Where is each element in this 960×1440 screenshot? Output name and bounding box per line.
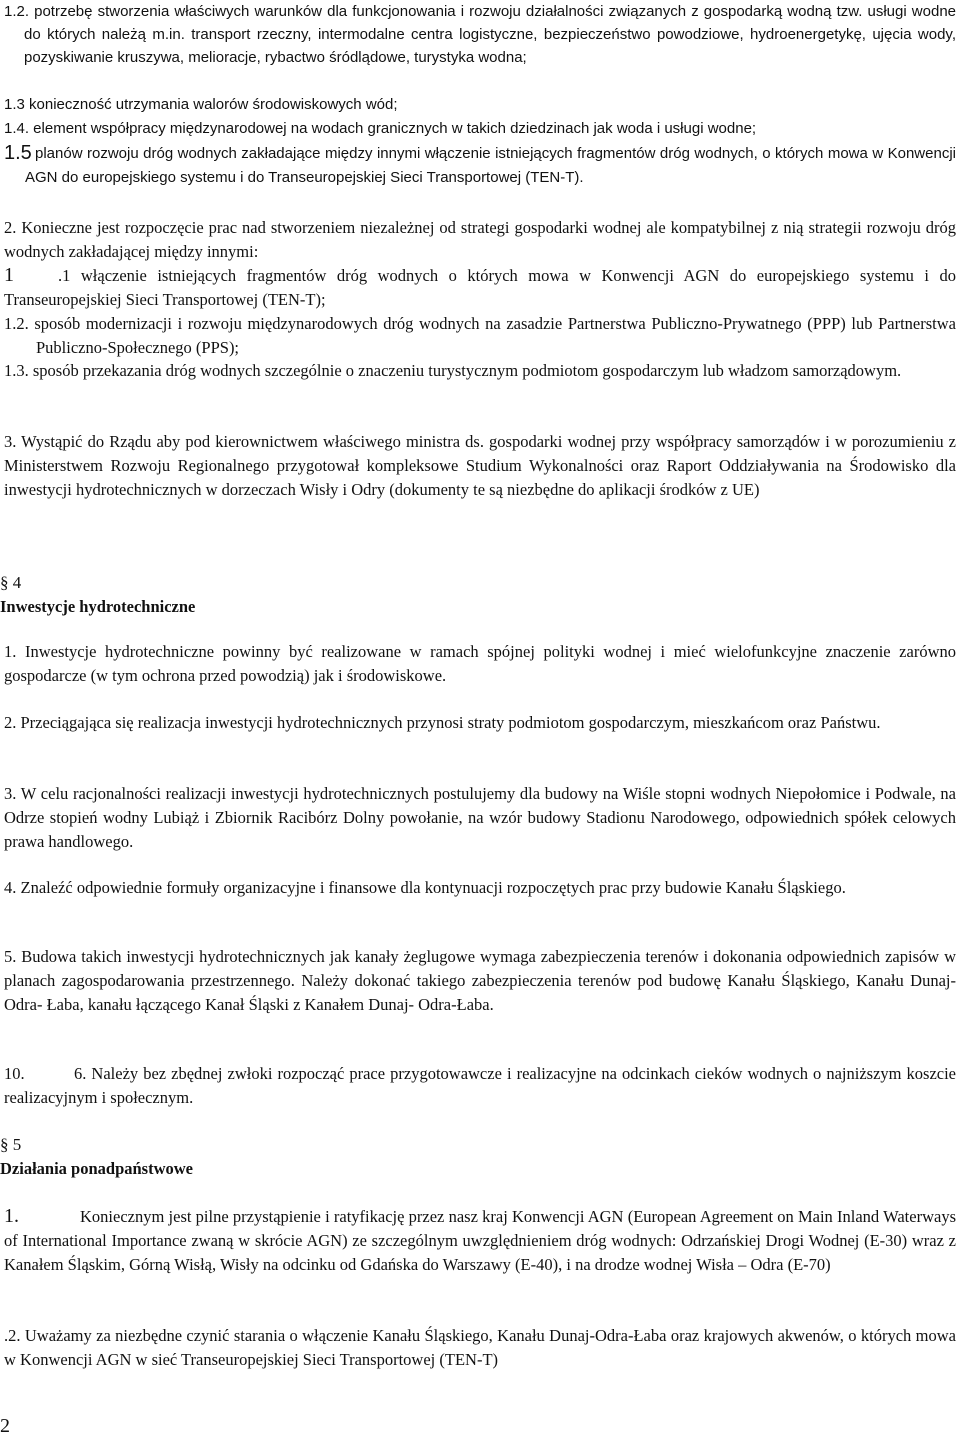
section-4-paragraph-6-number: 10. — [4, 1064, 25, 1083]
item-1-5-number: 1.5 — [4, 142, 32, 164]
section-4-title: Inwestycje hydrotechniczne — [0, 597, 196, 616]
item-1-4: 1.4. element współpracy międzynarodowej na wodach granicznych w takich dziedzinach jak woda i usługi wodne; — [4, 120, 757, 137]
point-2-sub-2: 1.2. sposób modernizacji i rozwoju międzynarodowych dróg wodnych na zasadzie Partnerstwa Publiczno-Prywatnego (PPP) lub Partnerstwa Publiczno-Społecznego (PPS); — [4, 314, 956, 357]
section-5-paragraph-1: Koniecznym jest pilne przystąpienie i ratyfikację przez nasz kraj Konwencji AGN (European Agreement on Main Inland Waterways of International Importance zwaną w skrócie AGN) ze szczególnym uwzględnieniem dróg wodnych: Odrzańskiej Drogi Wodnej (E-30) wraz z Kanałem Śląskim, Górną Wisłą, Wisły na odcinku od Gdańska do Warszawy (E-40), i na drodze wodnej Wisła – Odra (E-70) — [4, 1207, 956, 1274]
page-number: 2 — [0, 1415, 10, 1437]
section-4-paragraph-1: 1. Inwestycje hydrotechniczne powinny być realizowane w ramach spójnej polityki wodnej i mieć wielofunkcyjne znaczenie zarówno gospodarcze (w tym ochrona przed powodzią) jak i środowiskowe. — [4, 642, 956, 685]
section-5-paragraph-2: .2. Uważamy za niezbędne czynić starania o włączenie Kanału Śląskiego, Kanału Dunaj-Odra-Łaba oraz krajowych akwenów, o których mowa w Konwencji AGN w sieć Transeuropejskiej Sieci Transportowej (TEN-T) — [4, 1326, 956, 1369]
point-2-sub-1-text: .1 włączenie istniejących fragmentów dróg wodnych o których mowa w Konwencji AGN do europejskiego systemu i do Transeuropejskiej Sieci Transportowej (TEN-T); — [4, 266, 956, 309]
section-4-paragraph-6: 6. Należy bez zbędnej zwłoki rozpocząć prace przygotowawcze i realizacyjne na odcinkach cieków wodnych o najniższym koszcie realizacyjnym i społecznym. — [4, 1064, 956, 1107]
section-4-paragraph-2: 2. Przeciągająca się realizacja inwestycji hydrotechnicznych przynosi straty podmiotom gospodarczym, mieszkańcom oraz Państwu. — [4, 713, 881, 732]
item-1-2: 1.2. potrzebę stworzenia właściwych warunków dla funkcjonowania i rozwoju działalności związanych z gospodarką wodną tzw. usługi wodne do których należą m.in. transport rzeczny, intermodalne centra logistyczne, bezpieczeństwo powodziowe, hydroenergetykę, ujęcia wody, pozyskiwanie kruszywa, melioracje, rybactwo śródlądowe, turystyka wodna; — [4, 3, 956, 66]
section-5-number: § 5 — [0, 1135, 22, 1154]
section-5-title: Działania ponadpaństwowe — [0, 1159, 193, 1178]
section-4-paragraph-5: 5. Budowa takich inwestycji hydrotechnicznych jak kanały żeglugowe wymaga zabezpieczenia terenów i dokonania odpowiednich zapisów w planach zagospodarowania przestrzennego. Należy dokonać takiego zabezpieczenia terenów pod budowę Kanału Śląskiego, Kanału Dunaj-Odra- Łaba, kanału łączącego Kanał Śląski z Kanałem Dunaj- Odra-Łaba. — [4, 947, 956, 1014]
section-4-paragraph-4: 4. Znaleźć odpowiednie formuły organizacyjne i finansowe dla kontynuacji rozpoczętych prac przy budowie Kanału Śląskiego. — [4, 878, 846, 897]
item-1-5-text: planów rozwoju dróg wodnych zakładające między innymi włączenie istniejących fragmentów dróg wodnych, o których mowa w Konwencji AGN do europejskiego systemu i do Transeuropejskiej Sieci Transportowej (TEN-T). — [25, 145, 956, 186]
point-2-sub-3: 1.3. sposób przekazania dróg wodnych szczególnie o znaczeniu turystycznym podmiotom gospodarczym lub władzom samorządowym. — [4, 361, 902, 380]
point-2-sub-1-number: 1 — [4, 264, 14, 286]
point-2: 2. Konieczne jest rozpoczęcie prac nad stworzeniem niezależnej od strategi gospodarki wodnej ale kompatybilnej z nią strategii rozwoju dróg wodnych zakładającej między innymi: — [4, 218, 956, 261]
point-3: 3. Wystąpić do Rządu aby pod kierownictwem właściwego ministra ds. gospodarki wodnej przy współpracy samorządów i w porozumieniu z Ministerstwem Rozwoju Regionalnego przygotował kompleksowe Studium Wykonalności oraz Raport Oddziaływania na Środowisko dla inwestycji hydrotechnicznych w dorzeczach Wisły i Odry (dokumenty te są niezbędne do aplikacji środków z UE) — [4, 432, 956, 499]
section-4-number: § 4 — [0, 573, 22, 592]
section-5-paragraph-1-number: 1. — [4, 1205, 19, 1227]
item-1-3: 1.3 konieczność utrzymania walorów środowiskowych wód; — [4, 96, 398, 113]
section-4-paragraph-3: 3. W celu racjonalności realizacji inwestycji hydrotechnicznych postulujemy dla budowy na Wiśle stopni wodnych Niepołomice i Podwale, na Odrze stopień wodny Lubiąż i Zbiornik Racibórz Dolny powołanie, na wzór budowy Stadionu Narodowego, odpowiednich spółek celowych prawa handlowego. — [4, 784, 956, 851]
